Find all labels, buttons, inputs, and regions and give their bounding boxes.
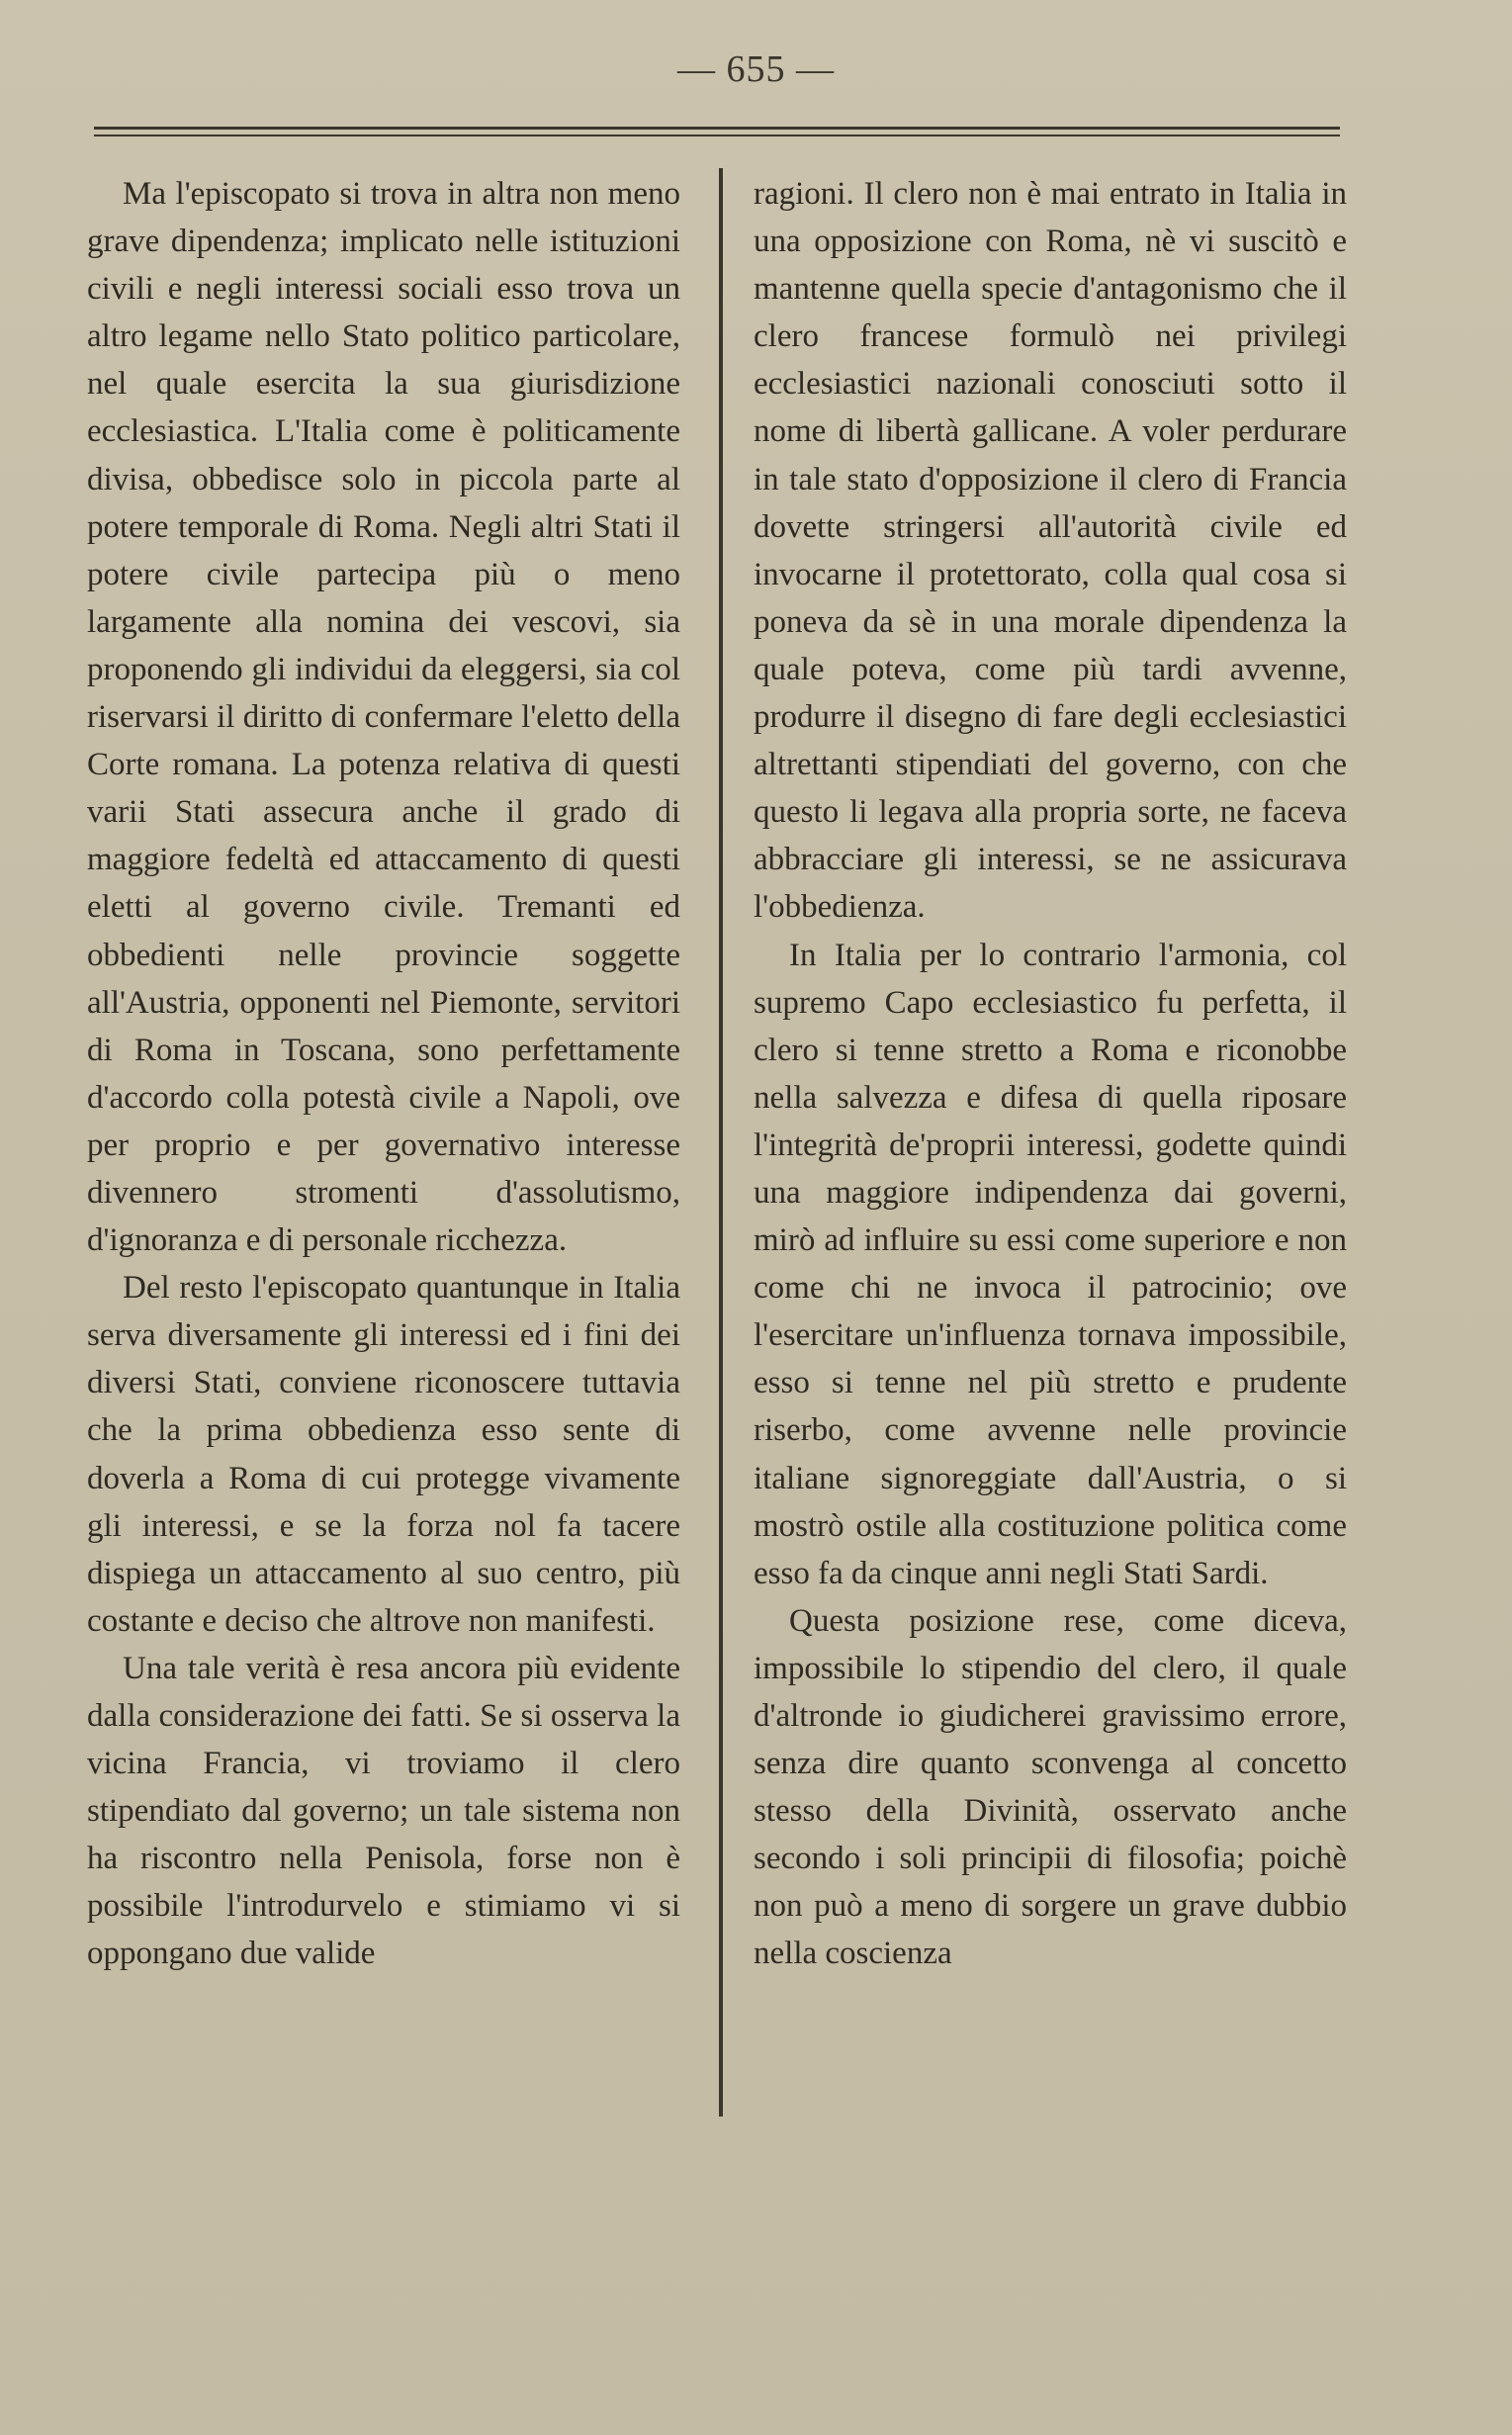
header-rule-top <box>94 127 1340 130</box>
column-divider <box>719 168 723 2117</box>
right-column <box>754 170 1347 1978</box>
left-paragraph-2: Del resto l'episcopato quantunque in Italia serva diversamente gli interessi ed i fini dei diversi Stati, conviene riconoscere tuttavia che la prima obbedienza esso sente di doverla a Roma di cui protegge vivamente gli interessi, e se la forza nol fa tacere dispiega un attaccamento al suo centro, più costante e deciso che altrove non manifesti. <box>87 1270 680 1639</box>
right-paragraph-1: ragioni. Il clero non è mai entrato in Italia in una opposizione con Roma, nè vi suscitò e mantenne quella specie d'antagonismo che il clero francese formulò nei privilegi ecclesiastici nazionali conosciuti sotto il nome di libertà gallicane. A voler perdurare in tale stato d'opposizione il clero di Francia dovette stringersi all'autorità civile ed invocarne il protettorato, colla qual cosa si poneva da sè in una morale dipendenza la quale poteva, come più tardi avvenne, produrre il disegno di fare degli ecclesiastici altrettanti stipendiati del governo, con che questo li legava alla propria sorte, ne faceva abbracciare gli interessi, se ne assicurava l'obbedienza. <box>754 176 1347 926</box>
page-number: — 655 — <box>677 48 835 90</box>
left-paragraph-1: Ma l'episcopato si trova in altra non meno grave dipendenza; implicato nelle istituzioni civili e negli interessi sociali esso trova un altro legame nello Stato politico particolare, nel quale esercita la sua giurisdizione ecclesiastica. L'Italia come è politicamente divisa, obbedisce solo in piccola parte al potere temporale di Roma. Negli altri Stati il potere civile partecipa più o meno largamente alla nomina dei vescovi, sia proponendo gli individui da eleggersi, sia col riservarsi il diritto di confermare l'eletto della Corte romana. La potenza relativa di questi varii Stati assecura anche il grado di maggiore fedeltà ed attaccamento di questi eletti al governo civile. Tremanti ed obbedienti nelle provincie soggette all'Austria, opponenti nel Piemonte, servitori di Roma in Toscana, sono perfettamente d'accordo colla potestà civile a Napoli, ove per proprio e per governativo interesse divennero stromenti d'assolutismo, d'ignoranza e di personale ricchezza. <box>87 176 680 1259</box>
left-column <box>87 170 680 1978</box>
right-paragraph-3: Questa posizione rese, come diceva, impossibile lo stipendio del clero, il quale d'altronde io giudicherei gravissimo errore, senza dire quanto sconvenga al concetto stesso della Divinità, osservato anche secondo i soli principii di filosofia; poichè non può a meno di sorgere un grave dubbio nella coscienza <box>754 1602 1347 1972</box>
left-paragraph-3: Una tale verità è resa ancora più evidente dalla considerazione dei fatti. Se si osserva la vicina Francia, vi troviamo il clero stipendiato dal governo; un tale sistema non ha riscontro nella Penisola, forse non è possibile l'introdurvelo e stimiamo vi si oppongano due valide <box>87 1650 680 1972</box>
header-rule-bottom <box>94 135 1340 136</box>
right-paragraph-2: In Italia per lo contrario l'armonia, col supremo Capo ecclesiastico fu perfetta, il clero si tenne stretto a Roma e riconobbe nella salvezza e difesa di quella riposare l'integrità de'proprii interessi, godette quindi una maggiore indipendenza dai governi, mirò ad influire su essi come superiore e non come chi ne invoca il patrocinio; ove l'esercitare un'influenza tornava impossibile, esso si tenne nel più stretto e prudente riserbo, come avvenne nelle provincie italiane signoreggiate dall'Austria, o si mostrò ostile alla costituzione politica come esso fa da cinque anni negli Stati Sardi. <box>754 937 1347 1591</box>
